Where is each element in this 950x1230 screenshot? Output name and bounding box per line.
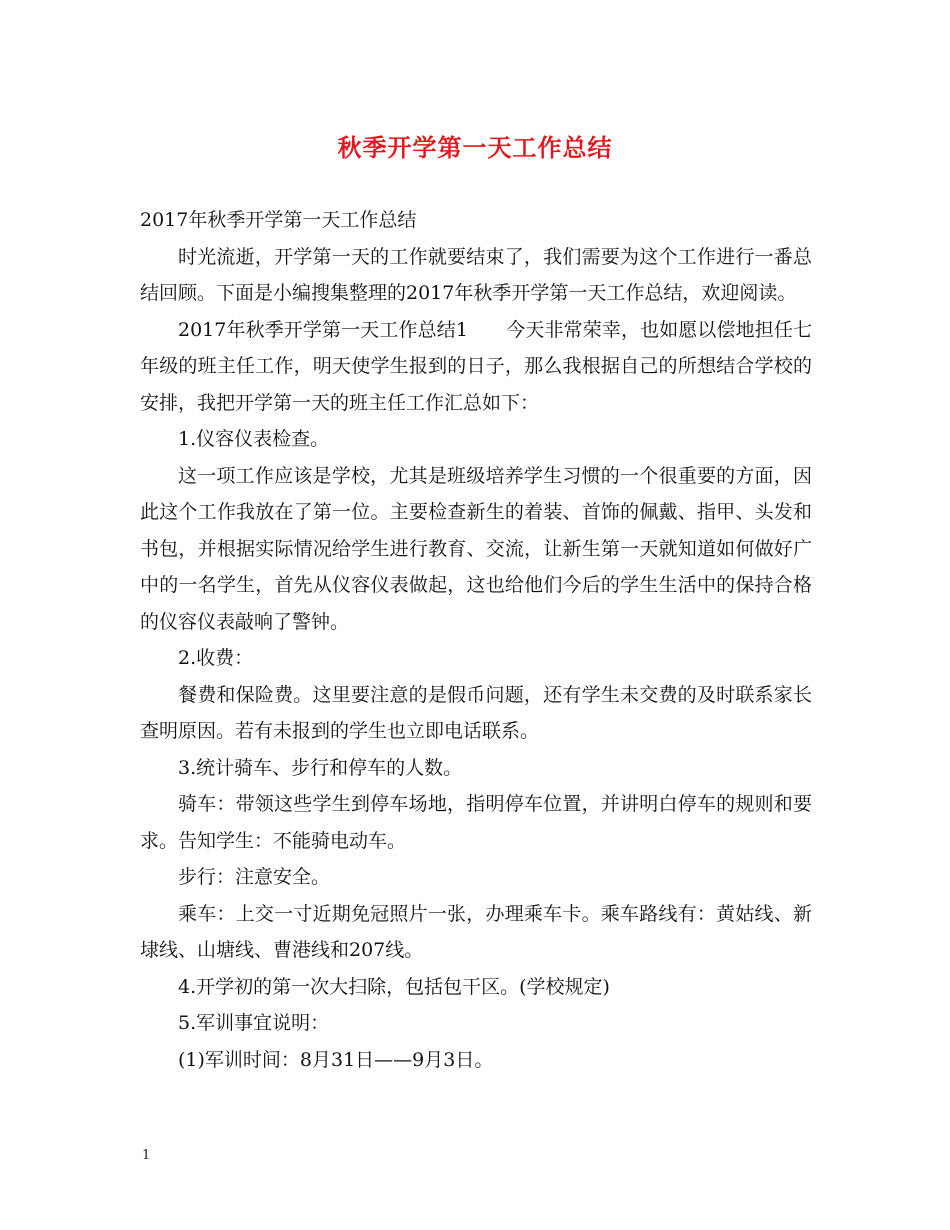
document-body bbox=[140, 202, 812, 1078]
section-heading-3: 3.统计骑车、步行和停车的人数。 bbox=[178, 756, 463, 779]
bus-paragraph: 乘车：上交一寸近期免冠照片一张，办理乘车卡。乘车路线有：黄姑线、新埭线、山塘线、曹港线和207线。 bbox=[140, 902, 812, 961]
cycling-paragraph: 骑车：带领这些学生到停车场地，指明停车位置，并讲明白停车的规则和要求。告知学生：不能骑电动车。 bbox=[140, 793, 812, 852]
section-heading-4: 4.开学初的第一次大扫除，包括包干区。(学校规定) bbox=[178, 975, 610, 998]
training-time-paragraph: (1)军训时间：8月31日——9月3日。 bbox=[178, 1048, 494, 1071]
section-heading-2: 2.收费： bbox=[178, 647, 254, 669]
section-heading-1: 1.仪容仪表检查。 bbox=[178, 428, 330, 450]
section-heading-5: 5.军训事宜说明： bbox=[178, 1012, 330, 1034]
section-paragraph-2: 餐费和保险费。这里要注意的是假币问题，还有学生未交费的及时联系家长查明原因。若有未报到的学生也立即电话联系。 bbox=[140, 683, 812, 742]
page-number: 1 bbox=[142, 1148, 151, 1163]
document-title: 秋季开学第一天工作总结 bbox=[337, 134, 613, 162]
walking-paragraph: 步行：注意安全。 bbox=[178, 866, 331, 888]
section-paragraph-1: 这一项工作应该是学校，尤其是班级培养学生习惯的一个很重要的方面，因此这个工作我放在了第一位。主要检查新生的着装、首饰的佩戴、指甲、头发和书包，并根据实际情况给学生进行教育、交流，让新生第一天就知道如何做好广中的一名学生，首先从仪容仪表做起，这也给他们今后的学生生活中的保持合格的仪容仪表敲响了警钟。 bbox=[140, 464, 812, 633]
subtitle-paragraph: 2017年秋季开学第一天工作总结 bbox=[140, 209, 417, 231]
opening-paragraph: 2017年秋季开学第一天工作总结1 今天非常荣幸，也如愿以偿地担任七年级的班主任工作，明天使学生报到的日子，那么我根据自己的所想结合学校的安排，我把开学第一天的班主任工作汇总如下： bbox=[140, 318, 812, 414]
intro-paragraph: 时光流逝，开学第一天的工作就要结束了，我们需要为这个工作进行一番总结回顾。下面是小编搜集整理的2017年秋季开学第一天工作总结，欢迎阅读。 bbox=[140, 245, 812, 304]
